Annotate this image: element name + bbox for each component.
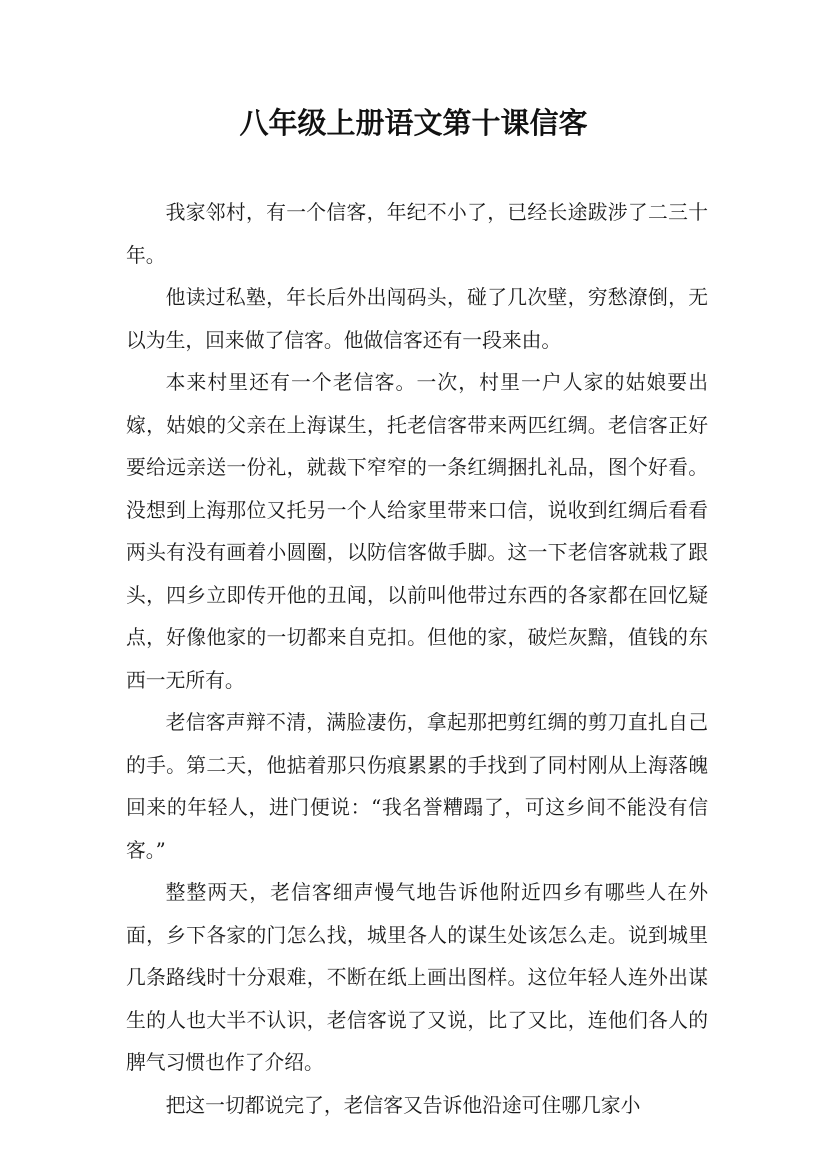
document-title: 八年级上册语文第十课信客 [239,106,588,140]
paragraph: 我家邻村，有一个信客，年纪不小了，已经长途跋涉了二三十年。 [126,201,708,267]
paragraph: 整整两天，老信客细声慢气地告诉他附近四乡有哪些人在外面，乡下各家的门怎么找，城里各人的谋生处该怎么走。说到城里几条路线时十分艰难，不断在纸上画出图样。这位年轻人连外出谋生的人也大半不认识，老信客说了又说，比了又比，连他们各人的脾气习惯也作了介绍。 [126,881,708,1074]
document-body [126,192,708,1127]
paragraph: 把这一切都说完了，老信客又告诉他沿途可住哪几家小 [165,1093,641,1117]
paragraph: 老信客声辩不清，满脸凄伤，拿起那把剪红绸的剪刀直扎自己的手。第二天，他掂着那只伤痕累累的手找到了同村刚从上海落魄回来的年轻人，进门便说：“我名誉糟蹋了，可这乡间不能没有信客。” [126,711,708,862]
paragraph: 本来村里还有一个老信客。一次，村里一户人家的姑娘要出嫁，姑娘的父亲在上海谋生，托老信客带来两匹红绸。老信客正好要给远亲送一份礼，就裁下窄窄的一条红绸捆扎礼品，图个好看。没想到上海那位又托另一个人给家里带来口信，说收到红绸后看看两头有没有画着小圆圈，以防信客做手脚。这一下老信客就栽了跟头，四乡立即传开他的丑闻，以前叫他带过东西的各家都在回忆疑点，好像他家的一切都来自克扣。但他的家，破烂灰黯，值钱的东西一无所有。 [126,371,708,692]
paragraph: 他读过私塾，年长后外出闯码头，碰了几次壁，穷愁潦倒，无以为生，回来做了信客。他做信客还有一段来由。 [126,286,708,352]
